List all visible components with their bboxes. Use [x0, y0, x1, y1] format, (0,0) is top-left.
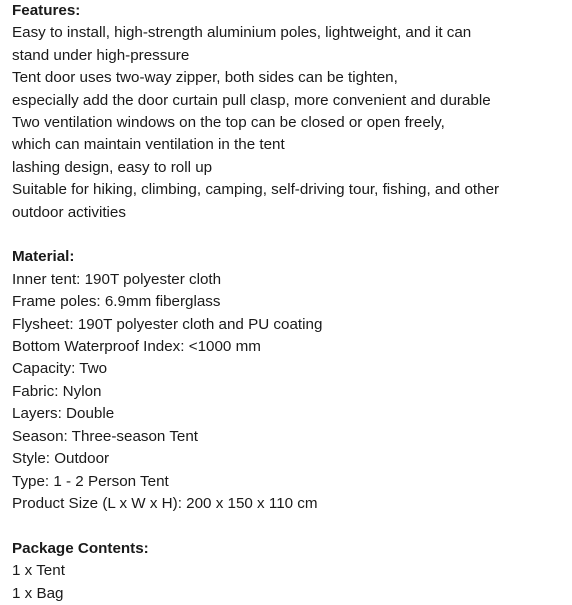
package-line: 1 x Bag	[12, 584, 64, 602]
features-line: lashing design, easy to roll up	[12, 158, 213, 176]
features-line: especially add the door curtain pull clasp, more convenient and durable	[12, 91, 491, 109]
features-line: Suitable for hiking, climbing, camping, self-driving tour, fishing, and other	[12, 181, 500, 199]
features-line: which can maintain ventilation in the tent	[12, 136, 285, 154]
section-spacer	[12, 224, 568, 246]
material-line: Inner tent: 190T polyester cloth	[12, 270, 222, 288]
material-section	[12, 246, 568, 515]
material-line: Capacity: Two	[12, 360, 108, 378]
features-line: Easy to install, high-strength aluminium poles, lightweight, and it can	[12, 24, 472, 42]
material-line: Fabric: Nylon	[12, 382, 102, 400]
material-line: Layers: Double	[12, 405, 115, 423]
package-heading: Package Contents:	[12, 539, 149, 557]
features-line: Two ventilation windows on the top can be closed or open freely,	[12, 114, 445, 132]
material-line: Type: 1 - 2 Person Tent	[12, 472, 169, 490]
material-line: Bottom Waterproof Index: <1000 mm	[12, 338, 261, 356]
material-line: Frame poles: 6.9mm fiberglass	[12, 293, 221, 311]
features-line: outdoor activities	[12, 203, 126, 221]
material-line: Season: Three-season Tent	[12, 427, 199, 445]
material-line: Style: Outdoor	[12, 450, 110, 468]
product-description	[12, 0, 568, 605]
package-section	[12, 538, 568, 605]
section-spacer	[12, 515, 568, 537]
features-line: Tent door uses two-way zipper, both sides can be tighten,	[12, 69, 398, 87]
features-line: stand under high-pressure	[12, 46, 190, 64]
material-heading: Material:	[12, 248, 75, 266]
material-line: Product Size (L x W x H): 200 x 150 x 110 cm	[12, 494, 318, 512]
features-section	[12, 0, 568, 224]
material-line: Flysheet: 190T polyester cloth and PU coating	[12, 315, 323, 333]
package-line: 1 x Tent	[12, 562, 65, 580]
features-heading: Features:	[12, 2, 81, 19]
